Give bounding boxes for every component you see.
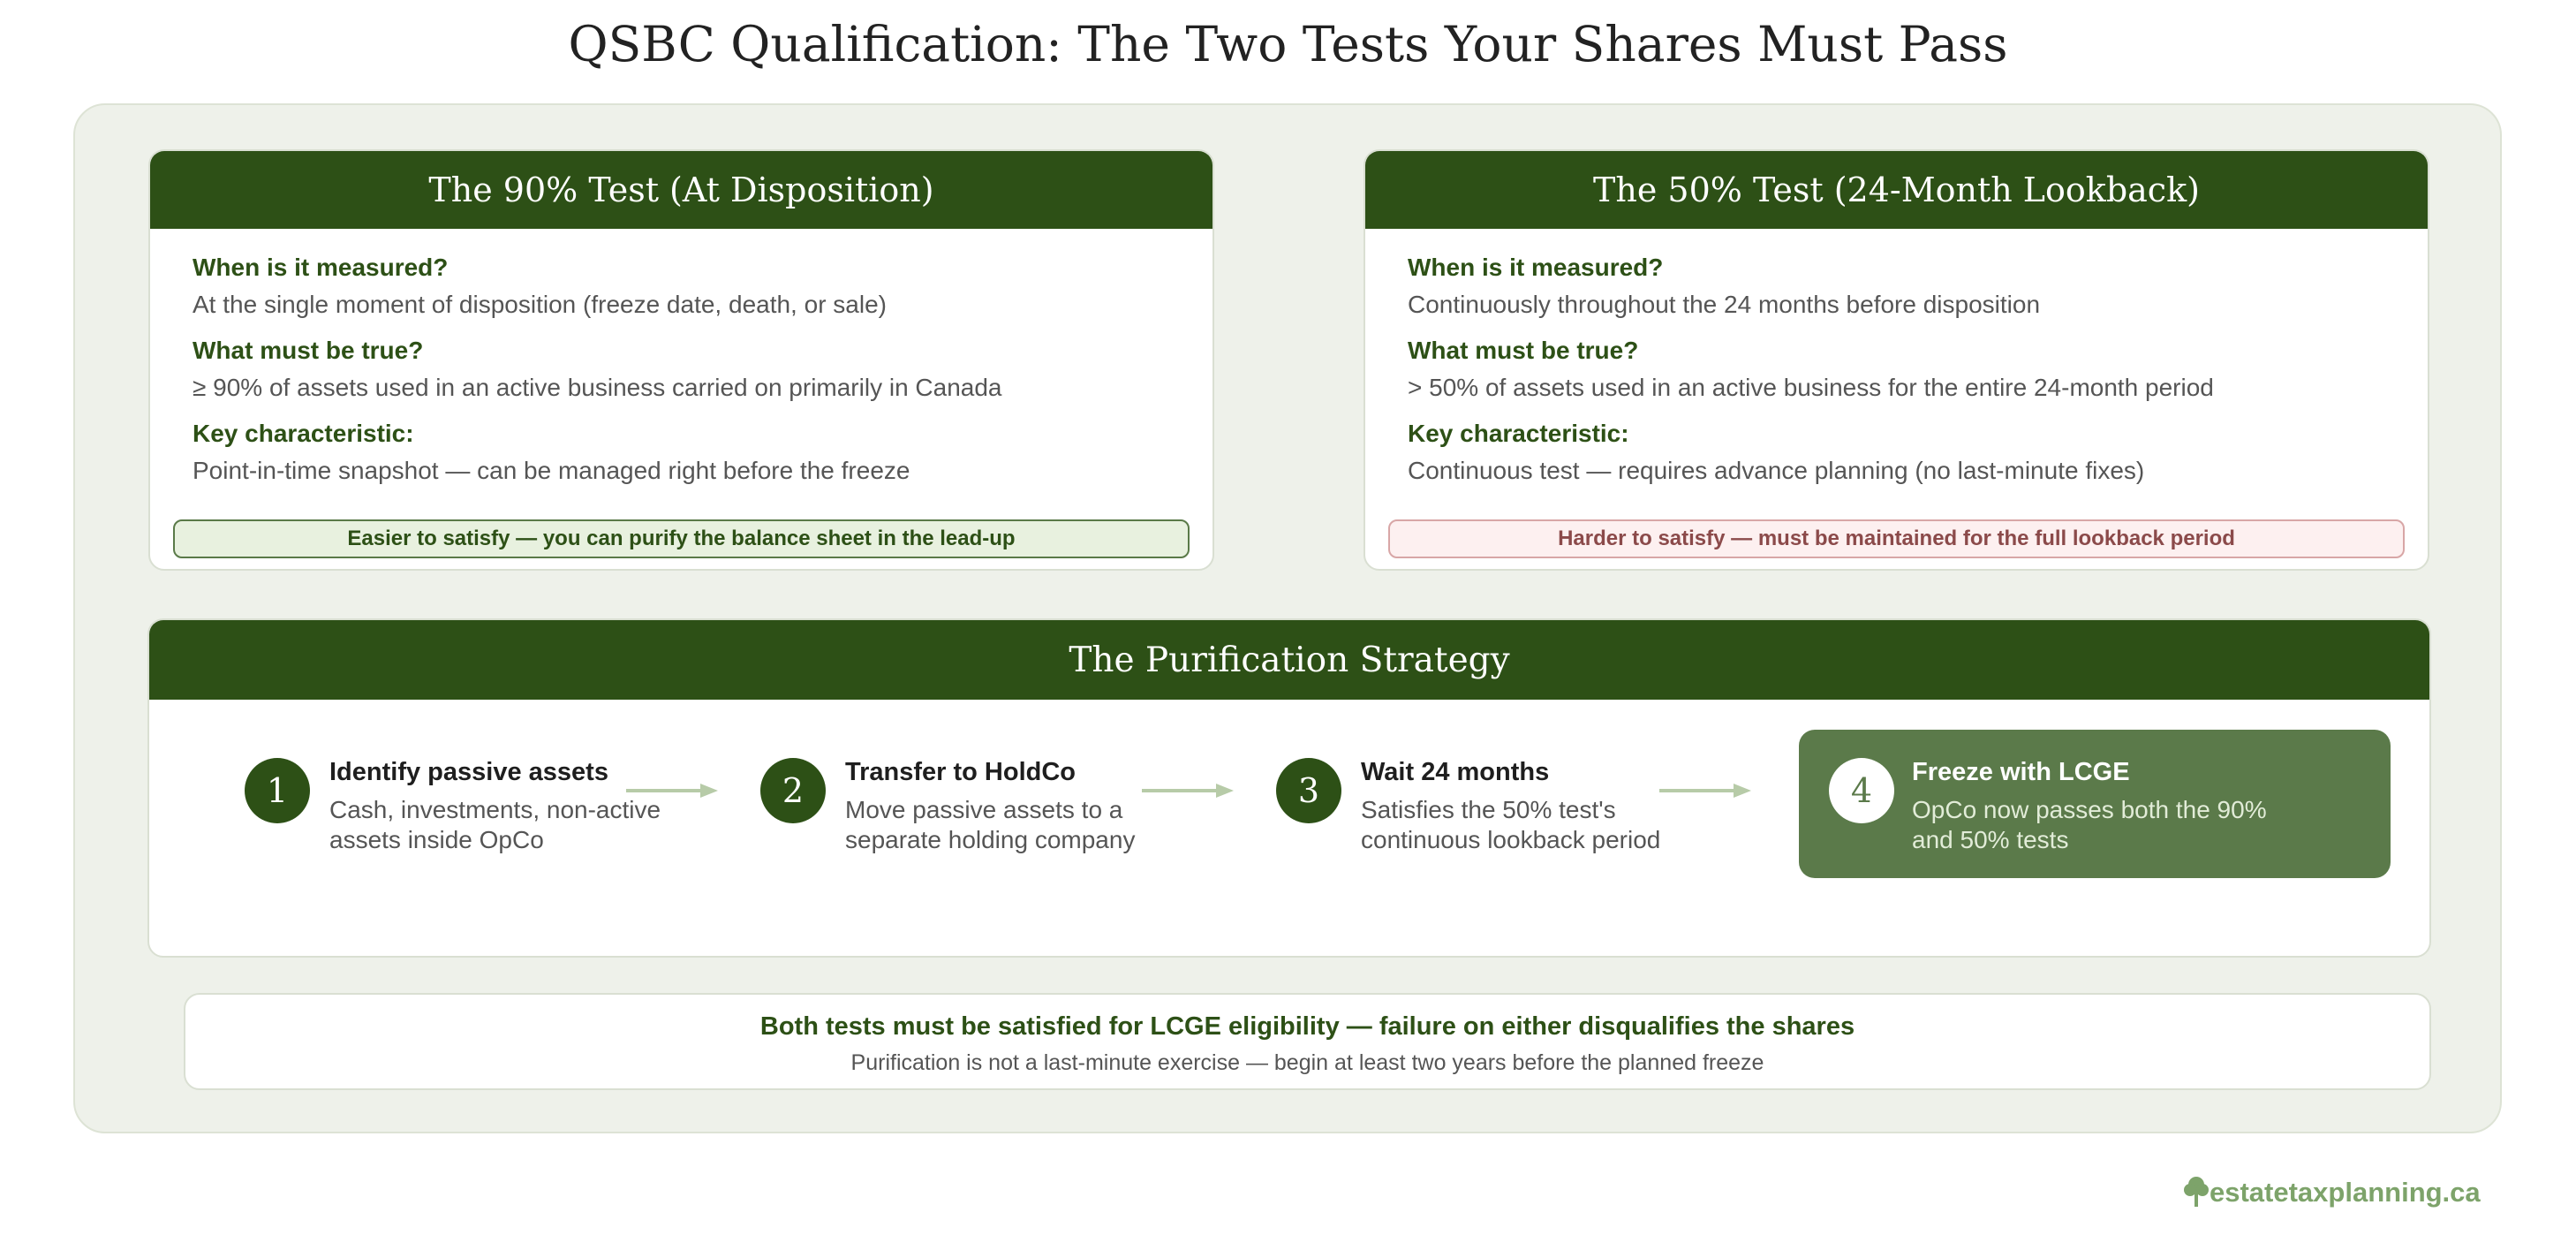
difficulty-badge-hard: Harder to satisfy — must be maintained for the full lookback period — [1388, 519, 2405, 558]
summary-callout — [184, 993, 2431, 1090]
step-description: Move passive assets to a separate holding company — [845, 796, 1136, 853]
step-title: Transfer to HoldCo — [845, 758, 1076, 786]
right-arrow-icon — [626, 782, 718, 799]
step-description: Cash, investments, non-active assets inside OpCo — [329, 796, 661, 853]
strategy-header: The Purification Strategy — [149, 620, 2429, 700]
step-number-badge: 3 — [1276, 758, 1341, 823]
step-description: OpCo now passes both the 90% and 50% tests — [1912, 796, 2267, 853]
summary-subtext: Purification is not a last-minute exercise — begin at least two years before the planned freeze — [850, 1050, 1764, 1075]
characteristic-label: Key characteristic: — [1408, 420, 1629, 447]
strategy-step-4 — [1799, 730, 2391, 878]
step-title: Wait 24 months — [1361, 758, 1550, 786]
brand-logo — [2183, 1173, 2481, 1212]
card-header: The 90% Test (At Disposition) — [150, 151, 1212, 229]
step-title: Identify passive assets — [329, 758, 608, 786]
step-number-badge: 1 — [245, 758, 310, 823]
page-title: QSBC Qualification: The Two Tests Your Shares Must Pass — [568, 16, 2008, 72]
difficulty-badge-easy: Easier to satisfy — you can purify the balance sheet in the lead-up — [173, 519, 1190, 558]
right-arrow-icon — [1142, 782, 1234, 799]
summary-headline: Both tests must be satisfied for LCGE eligibility — failure on either disqualifies the shares — [759, 1012, 1855, 1041]
ninety-percent-test-card — [148, 149, 1214, 571]
requirement-label: What must be true? — [193, 337, 424, 364]
when-measured-label: When is it measured? — [1408, 254, 1664, 281]
requirement-value: ≥ 90% of assets used in an active business carried on primarily in Canada — [193, 374, 1002, 401]
step-number-badge: 2 — [760, 758, 826, 823]
tree-icon — [2183, 1175, 2210, 1210]
characteristic-label: Key characteristic: — [193, 420, 414, 447]
when-measured-value: At the single moment of disposition (freeze date, death, or sale) — [193, 291, 887, 318]
step-number-badge: 4 — [1829, 758, 1894, 823]
fifty-percent-test-card — [1364, 149, 2429, 571]
card-header: The 50% Test (24-Month Lookback) — [1365, 151, 2428, 229]
characteristic-value: Continuous test — requires advance planning (no last-minute fixes) — [1408, 457, 2145, 484]
when-measured-value: Continuously throughout the 24 months before disposition — [1408, 291, 2041, 318]
right-arrow-icon — [1659, 782, 1751, 799]
step-description: Satisfies the 50% test's continuous lookback period — [1361, 796, 1661, 853]
characteristic-value: Point-in-time snapshot — can be managed right before the freeze — [193, 457, 910, 484]
requirement-value: > 50% of assets used in an active business for the entire 24-month period — [1408, 374, 2214, 401]
purification-strategy-panel — [147, 618, 2431, 958]
brand-name: estatetaxplanning.ca — [2210, 1177, 2481, 1208]
step-title: Freeze with LCGE — [1912, 758, 2130, 786]
requirement-label: What must be true? — [1408, 337, 1639, 364]
when-measured-label: When is it measured? — [193, 254, 449, 281]
